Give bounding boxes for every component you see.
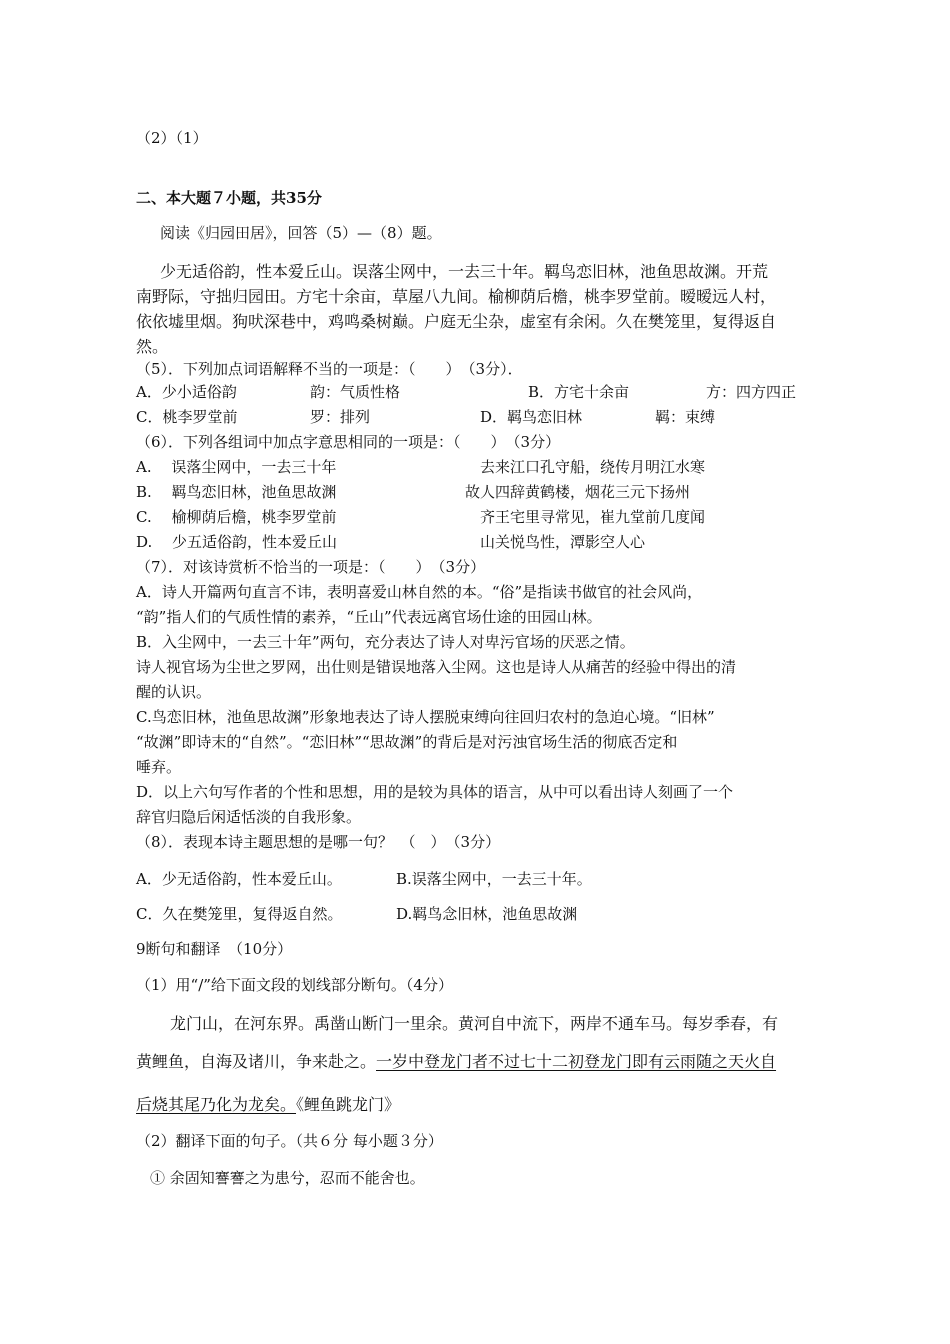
passage-line-3 — [136, 1095, 400, 1115]
q5-option-d-gloss: 羁：束缚 — [655, 408, 716, 426]
passage-line-2-plain: 黄鲤鱼，自海及诸川，争来赴之。 — [136, 1052, 377, 1071]
question-7: （7）．对该诗赏析不恰当的一项是：（ ） （3分） — [136, 558, 486, 576]
q6-option-c-pair: 齐王宅里寻常见，崔九堂前几度闻 — [480, 508, 706, 526]
header-numbers: （2）（1） — [136, 129, 208, 147]
poem-line-1: 少无适俗韵，性本爱丘山。误落尘网中，一去三十年。羁鸟恋旧林，池鱼思故渊。开荒 — [160, 262, 769, 281]
q6-option-b: B. 羁鸟恋旧林，池鱼思故渊 — [136, 483, 337, 501]
q5-option-a-gloss: 韵：气质性格 — [310, 383, 401, 401]
q8-option-d: D.羁鸟念旧林，池鱼思故渊 — [396, 905, 578, 923]
passage-underlined-2: 后烧其尾乃化为龙矣。 — [136, 1095, 297, 1114]
q5-option-b-gloss: 方：四方四正 — [706, 383, 797, 401]
reading-intro: 阅读《归园田居》，回答（5）—（8）题。 — [160, 224, 442, 242]
poem-line-2: 南野际，守拙归园田。方宅十余亩，草屋八九间。榆柳荫后檐，桃李罗堂前。暧暧远人村， — [136, 287, 777, 306]
q5-option-d: D．羁鸟恋旧林 — [480, 408, 583, 426]
q7-option-b-2: 诗人视官场为尘世之罗网，出仕则是错误地落入尘网。这也是诗人从痛苦的经验中得出的清 — [136, 658, 737, 676]
section-heading: 二、本大题７小题，共35分 — [136, 189, 322, 207]
passage-source: 《鲤鱼跳龙门》 — [296, 1095, 401, 1114]
q5-option-c: C．桃李罗堂前 — [136, 408, 238, 426]
q6-option-a-pair: 去来江口孔守船，绕传月明江水寒 — [480, 458, 706, 476]
q7-option-c-2: “故渊”即诗末的“自然”。“恋旧林”“思故渊”的背后是对污浊官场生活的彻底否定和 — [136, 733, 678, 751]
passage-underlined-1: 一岁中登龙门者不过七十二初登龙门即有云雨随之天火自 — [376, 1052, 777, 1071]
passage-line-2 — [136, 1052, 776, 1072]
q7-option-c-1: C.鸟恋旧林，池鱼思故渊”形象地表达了诗人摆脱束缚向往回归农村的急迫心境。“旧林” — [136, 708, 715, 726]
q6-option-b-pair: 故人四辞黄鹤楼，烟花三元下扬州 — [465, 483, 691, 501]
q5-option-c-gloss: 罗：排列 — [310, 408, 371, 426]
question-9-part-2: （2）翻译下面的句子。（共６分 每小题３分） — [136, 1132, 443, 1150]
q8-option-c: C．久在樊笼里，复得返自然。 — [136, 905, 343, 923]
q6-option-d: D. 少五适俗韵，性本爱丘山 — [136, 533, 338, 551]
q6-option-c: C. 榆柳荫后檐，桃李罗堂前 — [136, 508, 337, 526]
q6-option-d-pair: 山关悦鸟性，潭影空人心 — [480, 533, 646, 551]
q7-option-d-2: 辞官归隐后闲适恬淡的自我形象。 — [136, 808, 362, 826]
q7-option-c-3: 唾弃。 — [136, 758, 182, 776]
q7-option-d-1: D．以上六句写作者的个性和思想，用的是较为具体的语言，从中可以看出诗人刻画了一个 — [136, 783, 734, 801]
q7-option-a-2: “韵”指人们的气质性情的素养，“丘山”代表远离官场仕途的田园山林。 — [136, 608, 602, 626]
poem-line-4: 然。 — [136, 337, 169, 356]
question-8: （8）．表现本诗主题思想的是哪一句？ （ ） （3分） — [136, 833, 501, 851]
q6-option-a: A. 误落尘网中，一去三十年 — [136, 458, 337, 476]
q5-option-a: A．少小适俗韵 — [136, 383, 237, 401]
translation-sentence-1: ① 余固知謇謇之为患兮，忍而不能舍也。 — [150, 1169, 425, 1187]
q7-option-b-1: B．入尘网中，一去三十年”两句，充分表达了诗人对卑污官场的厌恶之情。 — [136, 633, 635, 651]
q8-option-a: A．少无适俗韵，性本爱丘山。 — [136, 870, 342, 888]
passage-line-1: 龙门山，在河东界。禹凿山断门一里余。黄河自中流下，两岸不通车马。每岁季春，有 — [170, 1014, 779, 1033]
poem-line-3: 依依墟里烟。狗吠深巷中，鸡鸣桑树巅。户庭无尘杂，虚室有余闲。久在樊笼里，复得返自 — [136, 312, 777, 331]
question-9-part-1: （1）用“/”给下面文段的划线部分断句。（4分） — [136, 976, 453, 994]
q8-option-b: B.误落尘网中，一去三十年。 — [396, 870, 592, 888]
question-9: 9断句和翻译 （10分） — [136, 940, 293, 958]
q7-option-a-1: A．诗人开篇两句直言不讳，表明喜爱山林自然的本。“俗”是指读书做官的社会风尚， — [136, 583, 703, 601]
q5-option-b: B．方宅十余亩 — [528, 383, 630, 401]
q7-option-b-3: 醒的认识。 — [136, 683, 212, 701]
question-6: （6）．下列各组词中加点字意思相同的一项是：（ ） （3分） — [136, 433, 561, 451]
question-5: （5）．下列加点词语解释不当的一项是：（ ） （3分）． — [136, 360, 523, 378]
